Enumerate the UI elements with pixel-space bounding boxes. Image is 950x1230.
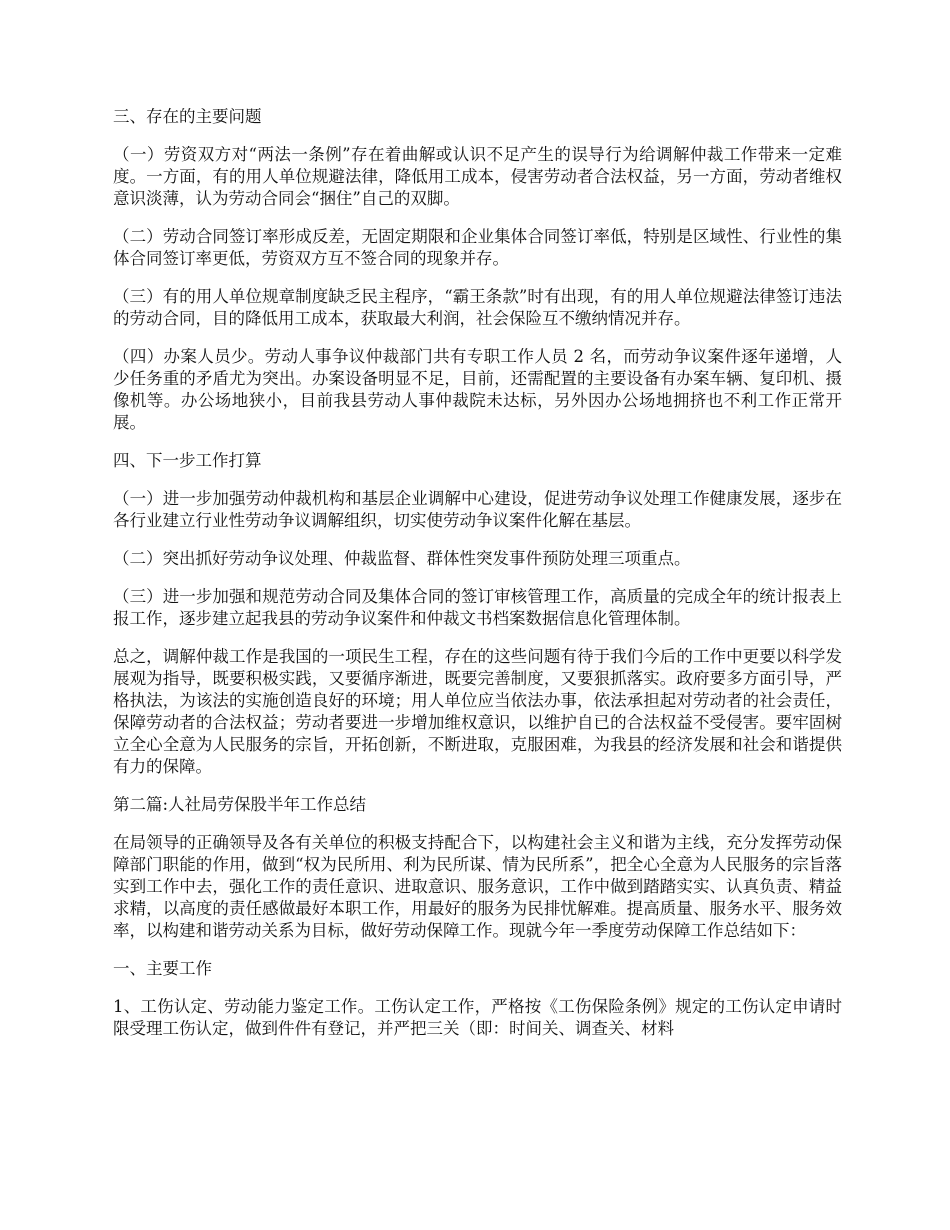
section-heading: 四、下一步工作打算 — [113, 451, 262, 470]
section-heading: 第二篇:人社局劳保股半年工作总结 — [113, 795, 367, 814]
paragraph: 在局领导的正确领导及各有关单位的积极支持配合下，以构建社会主义和谐为主线，充分发挥劳动保障部门职能的作用，做到“权为民所用、利为民所谋、情为民所系”，把全心全意为人民服务的宗旨落实到工作中去，强化工作的责任意识、进取意识、服务意识，工作中做到踏踏实实、认真负责、精益求精，以高度的责任感做最好本职工作，用最好的服务为民排忧解难。提高质量、服务水平、服务效率，以构建和谐劳动关系为目标，做好劳动保障工作。现就今年一季度劳动保障工作总结如下： — [113, 833, 842, 940]
paragraph: （二）劳动合同签订率形成反差，无固定期限和企业集体合同签订率低，特别是区域性、行业性的集体合同签订率更低，劳资双方互不签合同的现象并存。 — [113, 227, 842, 268]
paragraph: （一）进一步加强劳动仲裁机构和基层企业调解中心建设，促进劳动争议处理工作健康发展，逐步在各行业建立行业性劳动争议调解组织，切实使劳动争议案件化解在基层。 — [113, 489, 842, 530]
paragraph: （四）办案人员少。劳动人事争议仲裁部门共有专职工作人员 2 名，而劳动争议案件逐年递增，人少任务重的矛盾尤为突出。办案设备明显不足，目前，还需配置的主要设备有办案车辆、复印机、摄像机等。办公场地狭小，目前我县劳动人事仲裁院未达标，另外因办公场地拥挤也不利工作正常开展。 — [113, 347, 842, 432]
paragraph: （三）有的用人单位规章制度缺乏民主程序，“霸王条款”时有出现，有的用人单位规避法律签订违法的劳动合同，目的降低用工成本，获取最大利润，社会保险互不缴纳情况并存。 — [113, 287, 842, 328]
paragraph: 总之，调解仲裁工作是我国的一项民生工程，存在的这些问题有待于我们今后的工作中更要以科学发展观为指导，既要积极实践，又要循序渐进，既要完善制度，又要狠抓落实。政府要多方面引导，严格执法，为该法的实施创造良好的环境；用人单位应当依法办事，依法承担起对劳动者的社会责任，保障劳动者的合法权益；劳动者要进一步增加维权意识，以维护自已的合法权益不受侵害。要牢固树立全心全意为人民服务的宗旨，开拓创新，不断进取，克服困难，为我县的经济发展和社会和谐提供有力的保障。 — [113, 647, 842, 776]
paragraph: （一）劳资双方对“两法一条例”存在着曲解或认识不足产生的误导行为给调解仲裁工作带来一定难度。一方面，有的用人单位规避法律，降低用工成本，侵害劳动者合法权益，另一方面，劳动者维权意识淡薄，认为劳动合同会“捆住”自己的双脚。 — [113, 145, 842, 208]
section-heading: 一、主要工作 — [113, 959, 212, 978]
paragraph: （二）突出抓好劳动争议处理、仲裁监督、群体性突发事件预防处理三项重点。 — [113, 549, 691, 568]
paragraph: （三）进一步加强和规范劳动合同及集体合同的签订审核管理工作，高质量的完成全年的统计报表上报工作，逐步建立起我县的劳动争议案件和仲裁文书档案数据信息化管理体制。 — [113, 587, 842, 628]
section-heading: 三、存在的主要问题 — [113, 107, 262, 126]
paragraph: 1、工伤认定、劳动能力鉴定工作。工伤认定工作，严格按《工伤保险条例》规定的工伤认定申请时限受理工伤认定，做到件件有登记，并严把三关（即：时间关、调查关、材料 — [113, 997, 842, 1038]
